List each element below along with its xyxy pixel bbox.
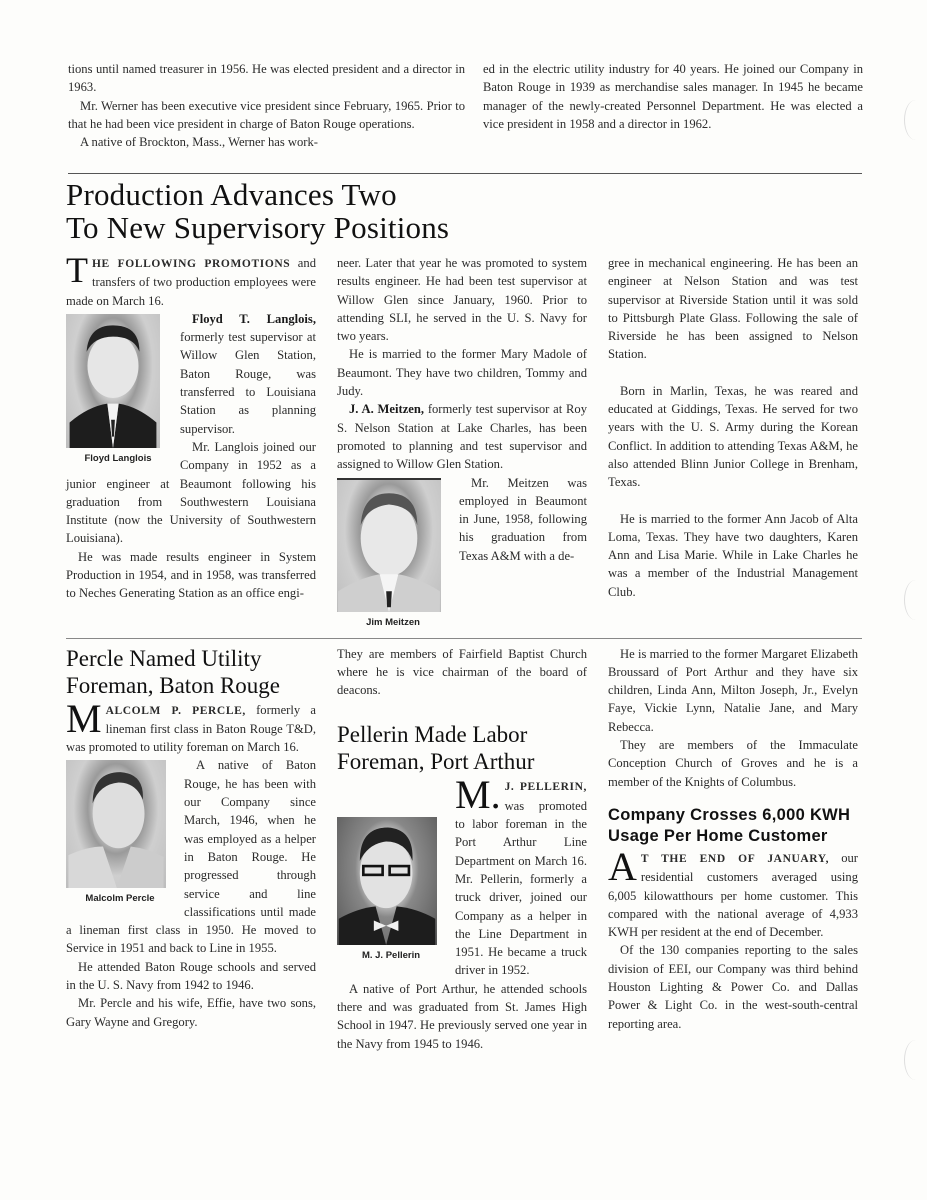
paragraph: They are members of Fairfield Baptist Church where he is vice chairman of the board of deacons. [337, 646, 587, 698]
person-name: J. A. Meitzen, [349, 402, 425, 417]
photo-jim-meitzen [337, 478, 449, 630]
lead-text: our residential customers averaged using 6,005 kilowatthours per home customer. This compared with the national average of 4,933 KWH per resident at the end of December. [608, 850, 859, 940]
headline-line: Percle Named Utility [66, 645, 262, 671]
bottom-column-3 [608, 645, 858, 1033]
continued-article-right [483, 60, 863, 133]
paragraph-text: formerly test supervisor at Willow Glen Station, Baton Rouge, was transferred to Louisiana Station as planning supervisor. [180, 330, 316, 436]
photo-caption: Malcolm Percle [85, 893, 155, 905]
bottom-row [66, 645, 862, 1053]
paragraph: He is married to the former Margaret Elizabeth Broussard of Port Arthur and they have six children, Linda Ann, Milton Joseph, Jr., Evelyn Faye, Vickie Lynn, Natalie Jane, and Mary Rebecca. [608, 646, 858, 734]
drop-cap: M [66, 695, 102, 741]
article-flow [66, 250, 862, 1053]
headline-line: To New Supervisory Positions [66, 210, 450, 245]
paragraph-text: formerly test supervisor at Roy S. Nelson Station at Lake Charles, has been promoted to planning and test supervisor and assigned to Willow Glen Station. [337, 402, 587, 472]
headline-line: Production Advances Two [66, 177, 397, 212]
portrait-image [66, 760, 166, 888]
portrait-image [337, 478, 441, 612]
headline-line: Foreman, Baton Rouge [66, 672, 280, 698]
drop-cap: T [66, 250, 88, 290]
headline-line: Pellerin Made Labor [337, 722, 528, 748]
photo-caption: M. J. Pellerin [361, 950, 421, 962]
lead-text: was promoted to labor foreman in the Port Arthur Line Department on March 16. Mr. Pellerin, formerly a truck driver, joined our Company as a helper in the Line Department in 1951. He became a truck driver in 1952. [455, 798, 587, 978]
portrait-image [66, 314, 160, 448]
paragraph: Mr. Meitzen was employed in Beaumont in June, 1958, following his graduation from Texas A&M with a de- [459, 475, 587, 563]
paragraph: He is married to the former Mary Madole of Beaumont. They have two children, Tommy and Judy. [337, 347, 587, 399]
continued-article-left [68, 60, 465, 151]
paragraph [337, 400, 587, 473]
lead-paragraph [66, 250, 316, 310]
drop-cap: A [608, 843, 637, 889]
divider [68, 173, 862, 174]
paragraph: Mr. Werner has been executive vice president since February, 1965. Prior to that he had been vice president in charge of Baton Rouge operations. [68, 98, 465, 131]
article-headline-production [66, 178, 449, 244]
paragraph: Of the 130 companies reporting to the sales division of EEI, our Company was third behind Houston Lighting & Power Co. and Dallas Power & Light Co. in the west-south-central reporting area. [608, 943, 858, 1031]
paragraph: neer. Later that year he was promoted to system results engineer. He had been test supervisor at Willow Glen since January, 1960. Prior to attending SLI, he served in the U. S. Navy for two years. [337, 256, 587, 344]
binder-hole-mark [904, 580, 927, 620]
lead-paragraph [608, 843, 859, 941]
paragraph: Mr. Langlois joined our Company in 1952 as a junior engineer at Beaumont following his graduation from Southwestern Louisiana Institute (now the University of Southwestern Louisiana). [66, 439, 316, 546]
article-headline-pellerin [337, 721, 587, 775]
portrait-image [337, 817, 437, 945]
lead-caps: HE FOLLOWING PROMOTIONS [92, 258, 291, 270]
paragraph: A native of Baton Rouge, he has been with our Company since March, 1946, when he was employed as a helper in Baton Rouge. He progressed through service and line classifications until made a lineman first class in 1950. He moved to Service in 1951 and back to Line in 1955. [66, 758, 316, 956]
lead-caps: J. PELLERIN, [504, 781, 587, 794]
paragraph: They are members of the Immaculate Conception Church of Groves and he is a member of the Knights of Columbus. [608, 738, 858, 789]
production-column-3 [608, 254, 858, 601]
paragraph: Born in Marlin, Texas, he was reared and educated at Giddings, Texas. He served for two years with the U. S. Army during the Korean Conflict. In addition to attending Texas A&M, he also attended Blinn Junior College in Brenham, Texas. [608, 383, 858, 490]
production-row [66, 250, 862, 632]
divider [66, 638, 862, 639]
headline-line: Company Crosses 6,000 KWH [608, 805, 851, 824]
lead-caps: ALCOLM P. PERCLE, [105, 704, 246, 717]
paragraph: Mr. Percle and his wife, Effie, have two sons, Gary Wayne and Gregory. [66, 996, 316, 1029]
headline-line: Foreman, Port Arthur [337, 749, 535, 775]
article-headline-percle [66, 645, 316, 699]
lead-paragraph [66, 695, 316, 757]
paragraph: gree in mechanical engineering. He has been an engineer at Nelson Station and was test supervisor at Riverside Station until it was sold to Pittsburgh Plate Glass. Following the sale of Riverside he has been assigned to Nelson Station. [608, 256, 858, 362]
paragraph: ed in the electric utility industry for 40 years. He joined our Company in Baton Rouge in 1939 as merchandise sales manager. In 1945 he became manager of the newly-created Personnel Department. He was elected a vice president in 1958 and a director in 1962. [483, 62, 863, 131]
paragraph: tions until named treasurer in 1956. He was elected president and a director in 1963. [68, 62, 465, 95]
photo-caption: Floyd Langlois [84, 452, 152, 464]
paragraph: He is married to the former Ann Jacob of Alta Loma, Texas. They have two daughters, Karen Ann and Lisa Marie. While in Lake Charles he was a member of the Industrial Management Club. [608, 511, 858, 599]
paragraph: He was made results engineer in System Production in 1954, and in 1958, was transferred to Neches Generating Station as an office engi- [66, 549, 316, 601]
bottom-column-2 [337, 645, 587, 1053]
person-name: Floyd T. Langlois, [192, 311, 316, 326]
paragraph: A native of Port Arthur, he attended schools there and was graduated from St. James High School in 1947. He previously served one year in the Navy from 1945 to 1946. [337, 981, 587, 1051]
drop-cap: M. [455, 772, 501, 818]
paragraph: He attended Baton Rouge schools and served in the U. S. Navy from 1942 to 1946. [66, 959, 316, 993]
production-column-2 [337, 254, 587, 632]
lead-caps: T THE END OF JANUARY, [640, 852, 830, 865]
lead-text: and transfers of two production employees were made on March 16. [66, 256, 316, 308]
percle-article [66, 645, 316, 1031]
paragraph: A native of Brockton, Mass., Werner has work- [80, 135, 318, 150]
binder-hole-mark [904, 100, 927, 140]
photo-caption: Jim Meitzen [366, 616, 420, 628]
photo-mj-pellerin [337, 817, 445, 963]
lead-text: formerly a lineman first class in Baton Rouge T&D, was promoted to utility foreman on March 16. [66, 702, 316, 755]
photo-floyd-langlois [66, 314, 170, 466]
article-headline-kwh [608, 805, 858, 847]
photo-malcolm-percle [66, 760, 174, 906]
binder-hole-mark [904, 1040, 927, 1080]
headline-line: Usage Per Home Customer [608, 826, 828, 845]
production-column-1 [66, 250, 316, 603]
